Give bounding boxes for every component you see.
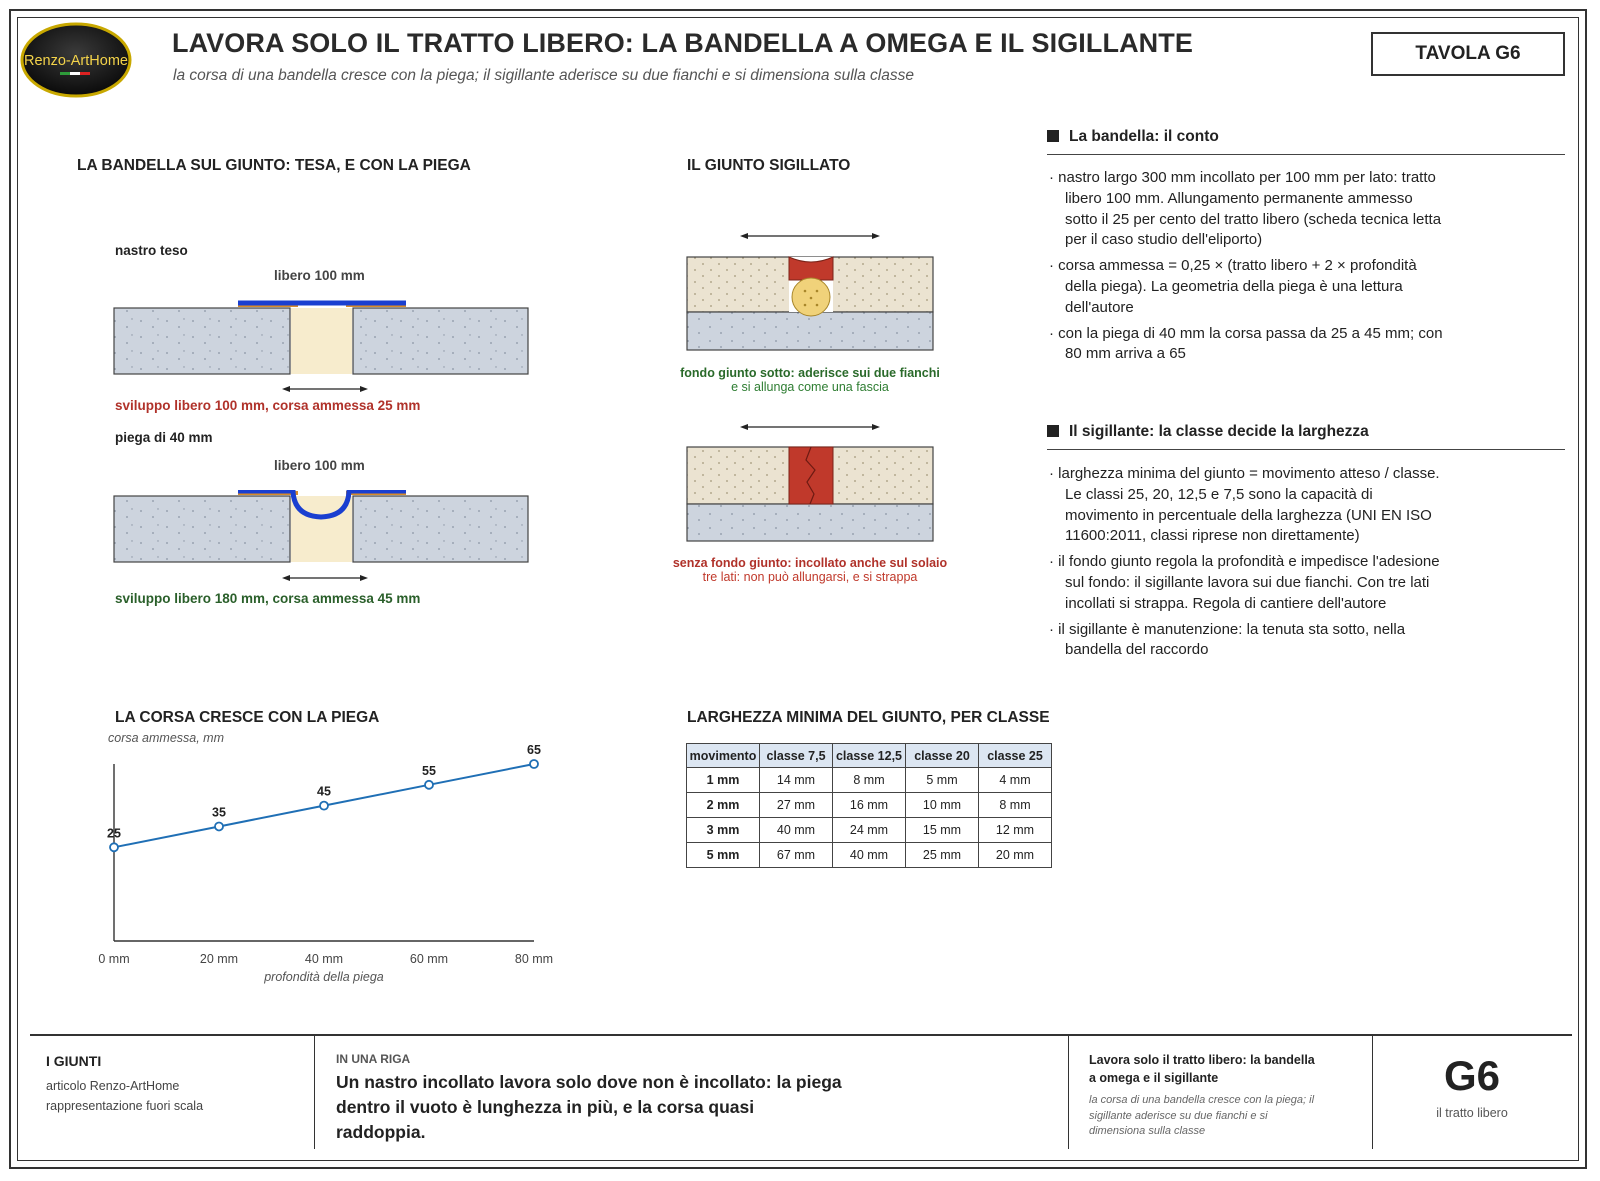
larghezza-table	[686, 743, 1052, 868]
sidebar-heading-sigillante	[1047, 423, 1369, 441]
footer-rule	[30, 1034, 1572, 1036]
table-cell: 40 mm	[833, 843, 906, 868]
data-label: 65	[527, 743, 541, 757]
sidebar-heading-bandella	[1047, 128, 1219, 146]
footer-code-caption: il tratto libero	[1436, 1106, 1508, 1120]
giunto-ko-caption-bold: senza fondo giunto: incollato anche sul solaio	[672, 556, 948, 570]
table-row	[687, 843, 1052, 868]
table-header-cell: classe 25	[979, 744, 1052, 768]
giunto-ko-caption	[640, 556, 980, 584]
x-tick-label: 20 mm	[199, 952, 239, 966]
table-cell: 16 mm	[833, 793, 906, 818]
giunto-ko-diagram	[684, 412, 940, 547]
sidebar-rule-2	[1047, 449, 1565, 450]
table-cell: 25 mm	[906, 843, 979, 868]
table-header-cell: classe 12,5	[833, 744, 906, 768]
table-cell: 4 mm	[979, 768, 1052, 793]
table-cell: 14 mm	[760, 768, 833, 793]
table-cell: 12 mm	[979, 818, 1052, 843]
giunto-ok-caption-text: e si allunga come una fascia	[731, 380, 889, 394]
table-cell: 5 mm	[906, 768, 979, 793]
table-cell: 67 mm	[760, 843, 833, 868]
table-header-cell: movimento	[687, 744, 760, 768]
table-row	[687, 818, 1052, 843]
sidebar-heading-bandella-text: La bandella: il conto	[1069, 128, 1219, 145]
bullet-item: · nastro largo 300 mm incollato per 100 mm per lato: tratto libero 100 mm. Allungamento permanente ammesso sotto il 25 per cento del tratto libero (scheda tecnica letta per il caso studio dell'eliporto)	[1049, 169, 1442, 249]
bullet-item: · larghezza minima del giunto = movimento atteso / classe. Le classi 25, 20, 12,5 e 7,5 sono la capacità di movimento in percentuale della larghezza (UNI EN ISO 11600:2011, classi riprese non direttamente)	[1049, 465, 1440, 545]
sidebar-bullets-bandella	[1049, 168, 1449, 370]
piega-diagram	[110, 490, 540, 595]
table-cell: 15 mm	[906, 818, 979, 843]
footer-separator	[314, 1036, 315, 1149]
x-tick-label: 40 mm	[304, 952, 344, 966]
footer-sheet-code: G6	[1443, 1052, 1501, 1099]
footer-sheet-subtitle: la corsa di una bandella cresce con la piega; il sigillante aderisce su due fianchi e si dimensiona sulla classe	[1089, 1094, 1315, 1137]
piega-caption: sviluppo libero 180 mm, corsa ammessa 45 mm	[115, 591, 421, 606]
table-header-cell: classe 7,5	[760, 744, 833, 768]
page-subtitle: la corsa di una bandella cresce con la piega; il sigillante aderisce su due fianchi e si dimensiona sulla classe	[173, 67, 914, 84]
data-point	[320, 802, 328, 810]
table-cell: 8 mm	[833, 768, 906, 793]
data-point	[425, 781, 433, 789]
footer-oneline-label: IN UNA RIGA	[336, 1052, 411, 1066]
x-tick-label: 80 mm	[514, 952, 554, 966]
x-tick-label: 0 mm	[98, 952, 130, 966]
slab-layer	[687, 504, 933, 541]
libero-label-1: libero 100 mm	[274, 268, 365, 283]
slab-right	[353, 496, 528, 562]
data-point	[110, 843, 118, 851]
footer-series-title: I GIUNTI	[46, 1053, 102, 1069]
joint-gap	[291, 308, 352, 374]
sidebar-bullets-sigillante	[1049, 464, 1449, 666]
x-axis-label: profondità della piega	[264, 970, 384, 984]
teso-caption: sviluppo libero 100 mm, corsa ammessa 25 mm	[115, 398, 421, 413]
bullet-item: · con la piega di 40 mm la corsa passa da 25 a 45 mm; con 80 mm arriva a 65	[1049, 324, 1443, 363]
slab-layer	[687, 312, 933, 350]
slab-left	[114, 496, 290, 562]
sidebar-heading-sigillante-text: Il sigillante: la classe decide la larghezza	[1069, 423, 1369, 440]
square-bullet-icon	[1047, 425, 1059, 437]
footer-sheet-title: Lavora solo il tratto libero: la bandella a omega e il sigillante	[1089, 1053, 1315, 1085]
table-header-cell: classe 20	[906, 744, 979, 768]
sidebar-rule-1	[1047, 154, 1565, 155]
data-point	[215, 822, 223, 830]
table-cell: 1 mm	[687, 768, 760, 793]
slab-left	[114, 308, 290, 374]
data-label: 35	[212, 805, 226, 820]
table-row	[687, 768, 1052, 793]
footer-scale-note: rappresentazione fuori scala	[46, 1099, 204, 1113]
piega-label: piega di 40 mm	[115, 430, 213, 445]
corsa-chart	[90, 728, 570, 990]
giunto-section-title: IL GIUNTO SIGILLATO	[687, 157, 851, 174]
slab-right	[353, 308, 528, 374]
square-bullet-icon	[1047, 130, 1059, 142]
data-label: 25	[107, 826, 121, 841]
table-title: LARGHEZZA MINIMA DEL GIUNTO, PER CLASSE	[687, 709, 1050, 726]
table-cell: 5 mm	[687, 843, 760, 868]
table-cell: 20 mm	[979, 843, 1052, 868]
table-cell: 3 mm	[687, 818, 760, 843]
data-point	[530, 760, 538, 768]
giunto-ok-diagram	[684, 225, 940, 355]
page-title: LAVORA SOLO IL TRATTO LIBERO: LA BANDELLA A OMEGA E IL SIGILLANTE	[172, 28, 1193, 58]
giunto-ok-caption-bold: fondo giunto sotto: aderisce sui due fianchi	[680, 366, 940, 380]
bandella-section-title: LA BANDELLA SUL GIUNTO: TESA, E CON LA PIEGA	[77, 157, 471, 174]
y-axis-label: corsa ammessa, mm	[108, 731, 224, 745]
table-cell: 40 mm	[760, 818, 833, 843]
data-label: 55	[422, 763, 436, 778]
bullet-item: · corsa ammessa = 0,25 × (tratto libero + 2 × profondità della piega). La geometria della piega è una lettura dell'autore	[1049, 257, 1417, 316]
table-cell: 2 mm	[687, 793, 760, 818]
x-tick-label: 60 mm	[409, 952, 449, 966]
giunto-ko-caption-text: tre lati: non può allungarsi, e si strappa	[702, 570, 918, 584]
table-header-row	[687, 744, 1052, 768]
table-row	[687, 793, 1052, 818]
footer-separator	[1068, 1036, 1069, 1149]
bullet-item: · il sigillante è manutenzione: la tenuta sta sotto, nella bandella del raccordo	[1049, 620, 1406, 659]
chart-title: LA CORSA CRESCE CON LA PIEGA	[115, 709, 380, 726]
tavola-badge: TAVOLA G6	[1371, 32, 1565, 76]
table-cell: 27 mm	[760, 793, 833, 818]
footer-oneline-text: Un nastro incollato lavora solo dove non è incollato: la piega dentro il vuoto è lunghezza in più, e la corsa quasi raddoppia.	[336, 1072, 842, 1142]
libero-label-2: libero 100 mm	[274, 458, 365, 473]
logo	[20, 22, 132, 98]
logo-text: Renzo-ArtHome	[24, 53, 128, 69]
table-cell: 8 mm	[979, 793, 1052, 818]
data-label: 45	[317, 784, 331, 799]
table-cell: 10 mm	[906, 793, 979, 818]
table-cell: 24 mm	[833, 818, 906, 843]
teso-label: nastro teso	[115, 243, 188, 258]
footer-article: articolo Renzo-ArtHome	[46, 1079, 180, 1093]
giunto-ok-caption	[640, 366, 980, 394]
teso-diagram	[110, 300, 540, 410]
bullet-item: · il fondo giunto regola la profondità e impedisce l'adesione sul fondo: il sigillante lavora sui due fianchi. Con tre lati incollati si strappa. Regola di cantiere dell'autore	[1049, 553, 1440, 612]
